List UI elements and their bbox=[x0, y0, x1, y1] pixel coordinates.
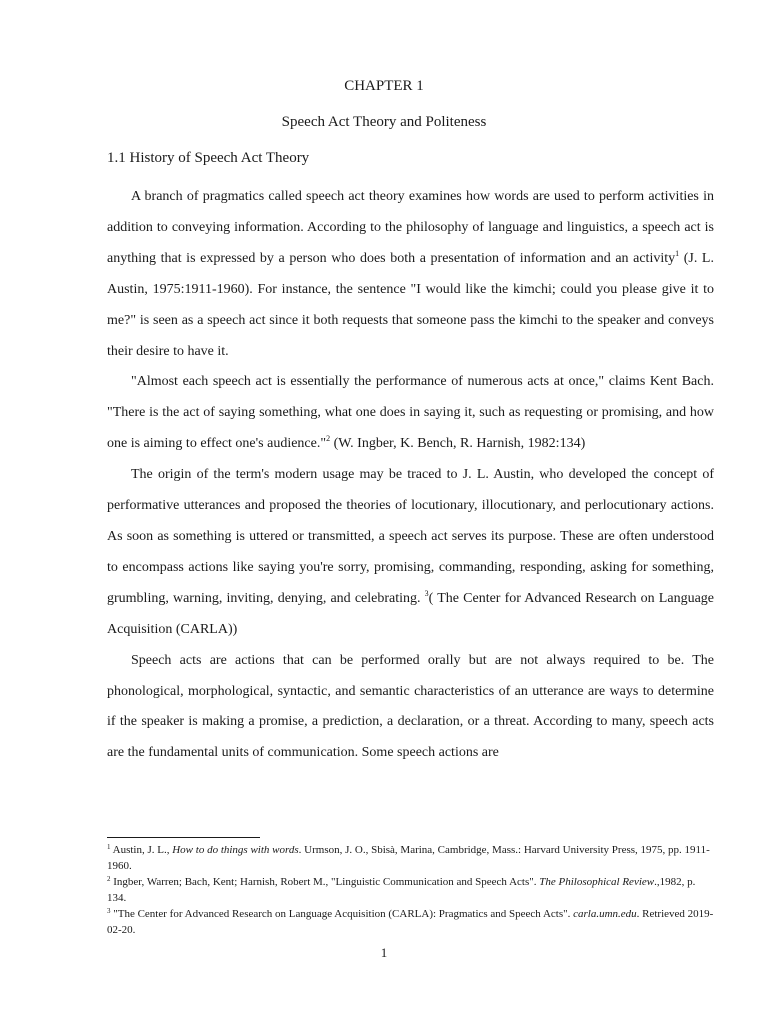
paragraph bbox=[107, 646, 714, 770]
footnote-number: 3 bbox=[107, 907, 111, 915]
footnote-title: The Philosophical Review bbox=[539, 876, 655, 888]
paragraph-text: "Almost each speech act is essentially the performance of numerous acts at once," claims Kent Bach. "There is the act of saying something, what one does in saying it, such as requesting or promising, and how one is aiming to effect one's audience." bbox=[107, 374, 714, 452]
footnote-number: 1 bbox=[107, 843, 111, 851]
footnote-text: . Retrieved 2019-02-20. bbox=[107, 908, 714, 936]
footnote-ref: 3 bbox=[424, 588, 429, 598]
paragraph-text: (W. Ingber, K. Bench, R. Harnish, 1982:134) bbox=[330, 436, 586, 452]
footnote-title: carla.umn.edu bbox=[573, 908, 637, 920]
chapter-label: CHAPTER 1 bbox=[344, 78, 424, 94]
paragraph bbox=[107, 182, 714, 367]
page-number: 1 bbox=[380, 945, 388, 960]
footnote-divider bbox=[107, 837, 260, 838]
footnote-ref: 1 bbox=[675, 248, 680, 258]
paragraph-text: ( The Center for Advanced Research on Language Acquisition (CARLA)) bbox=[107, 590, 714, 637]
footnote-text: .,1982, p. 134. bbox=[107, 876, 696, 904]
footnote-text: Ingber, Warren; Bach, Kent; Harnish, Robert M., "Linguistic Communication and Speech Acts". bbox=[110, 876, 540, 888]
footnote-title: How to do things with words bbox=[172, 844, 299, 856]
footnotes bbox=[107, 842, 714, 938]
chapter-subtitle: Speech Act Theory and Politeness bbox=[281, 114, 487, 130]
footnote bbox=[107, 842, 714, 874]
paragraph-text: A branch of pragmatics called speech act theory examines how words are used to perform activities in addition to conveying information. According to the philosophy of language and linguistics, a speech act is anything that is expressed by a person who does both a presentation of information and an activity bbox=[107, 189, 714, 266]
footnote-ref: 2 bbox=[326, 434, 331, 444]
footnote-text: "The Center for Advanced Research on Language Acquisition (CARLA): Pragmatics and Speech Acts". bbox=[110, 908, 574, 920]
paragraph bbox=[107, 460, 714, 645]
paragraph-text: (J. L. Austin, 1975:1911-1960). For instance, the sentence "I would like the kimchi; could you please give it to me?" is seen as a speech act since it both requests that someone pass the kimchi to the speaker and conveys their desire to have it. bbox=[107, 250, 714, 359]
section-heading: 1.1 History of Speech Act Theory bbox=[107, 150, 310, 166]
footnote-text: . Urmson, J. O., Sbisà, Marina, Cambridge, Mass.: Harvard University Press, 1975, pp. 1911-1960. bbox=[107, 844, 710, 872]
paragraph bbox=[107, 367, 714, 460]
paragraph-text: Speech acts are actions that can be performed orally but are not always required to be. The phonological, morphological, syntactic, and semantic characteristics of an utterance are ways to determine if the speaker is making a promise, a prediction, a declaration, or a threat. According to many, speech acts are the fundamental units of communication. Some speech actions are bbox=[107, 652, 714, 761]
footnote-text: Austin, J. L., bbox=[110, 844, 173, 856]
paragraph-text: The origin of the term's modern usage may be traced to J. L. Austin, who developed the concept of performative utterances and proposed the theories of locutionary, illocutionary, and perlocutionary actions. As soon as something is uttered or transmitted, a speech act serves its purpose. These are often understood to encompass actions like saying you're sorry, promising, commanding, responding, asking for something, grumbling, warning, inviting, denying, and celebrating. bbox=[107, 467, 714, 606]
body-text bbox=[107, 182, 714, 769]
footnote bbox=[107, 906, 714, 938]
footnote bbox=[107, 874, 714, 906]
footnote-number: 2 bbox=[107, 875, 111, 883]
